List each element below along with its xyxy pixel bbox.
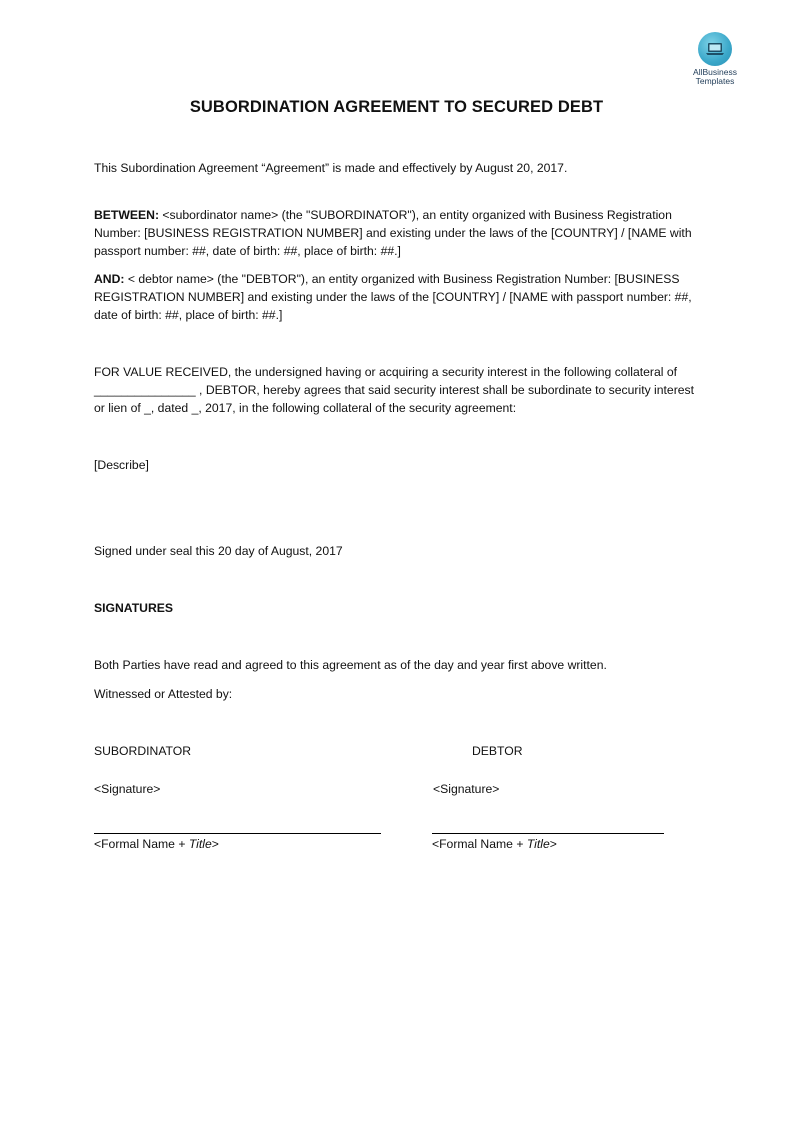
subordinator-signature-label: <Signature> [94, 782, 161, 796]
between-text: <subordinator name> (the "SUBORDINATOR"), an entity organized with Business Registration Number: [BUSINESS REGISTRATION NUMBER] and existing under the laws of the [COUNTRY] / [NAME with passport number: ##, date of birth: ##, place of birth: ##.] [94, 208, 692, 258]
debtor-formal-name [432, 835, 557, 853]
debtor-formal-name-text: <Formal Name + [432, 837, 527, 851]
laptop-icon [698, 32, 732, 66]
subordinator-formal-name [94, 835, 219, 853]
signed-paragraph: Signed under seal this 20 day of August, 2017 [94, 544, 343, 558]
debtor-title-word: Title [526, 837, 550, 851]
subordinator-title-word: Title [188, 837, 212, 851]
describe-placeholder: [Describe] [94, 458, 149, 472]
both-parties-paragraph: Both Parties have read and agreed to this agreement as of the day and year first above written. [94, 658, 607, 672]
subordinator-formal-name-text: <Formal Name + [94, 837, 189, 851]
between-paragraph [94, 206, 700, 260]
and-text: < debtor name> (the "DEBTOR"), an entity organized with Business Registration Number: [BUSINESS REGISTRATION NUMBER] and existing under the laws of the [COUNTRY] / [NAME with passport number: ##, date of birth: ##, place of birth: ##.] [94, 272, 692, 322]
debtor-close-bracket: > [549, 837, 557, 851]
document-title: SUBORDINATION AGREEMENT TO SECURED DEBT [189, 98, 604, 116]
intro-paragraph: This Subordination Agreement “Agreement” is made and effectively by August 20, 2017. [94, 161, 568, 175]
logo-line-1: AllBusiness [693, 67, 737, 77]
subordinator-signature-line[interactable] [94, 833, 381, 834]
and-label: AND: [94, 272, 125, 286]
subordinator-close-bracket: > [211, 837, 219, 851]
debtor-signature-line[interactable] [432, 833, 664, 834]
allbusiness-logo[interactable] [684, 32, 746, 86]
debtor-label: DEBTOR [472, 744, 523, 758]
signatures-heading: SIGNATURES [94, 601, 173, 615]
and-paragraph [94, 270, 700, 324]
value-received-paragraph: FOR VALUE RECEIVED, the undersigned having or acquiring a security interest in the following collateral of _______________ , DEBTOR, hereby agrees that said security interest shall be subordinate to security interest or lien of _, dated _, 2017, in the following collateral of the security agreement: [94, 365, 695, 415]
logo-line-2: Templates [695, 76, 735, 86]
witnessed-paragraph: Witnessed or Attested by: [94, 687, 233, 701]
logo-text [684, 68, 746, 86]
subordinator-label: SUBORDINATOR [94, 744, 192, 758]
debtor-signature-label: <Signature> [433, 782, 500, 796]
between-label: BETWEEN: [94, 208, 159, 222]
